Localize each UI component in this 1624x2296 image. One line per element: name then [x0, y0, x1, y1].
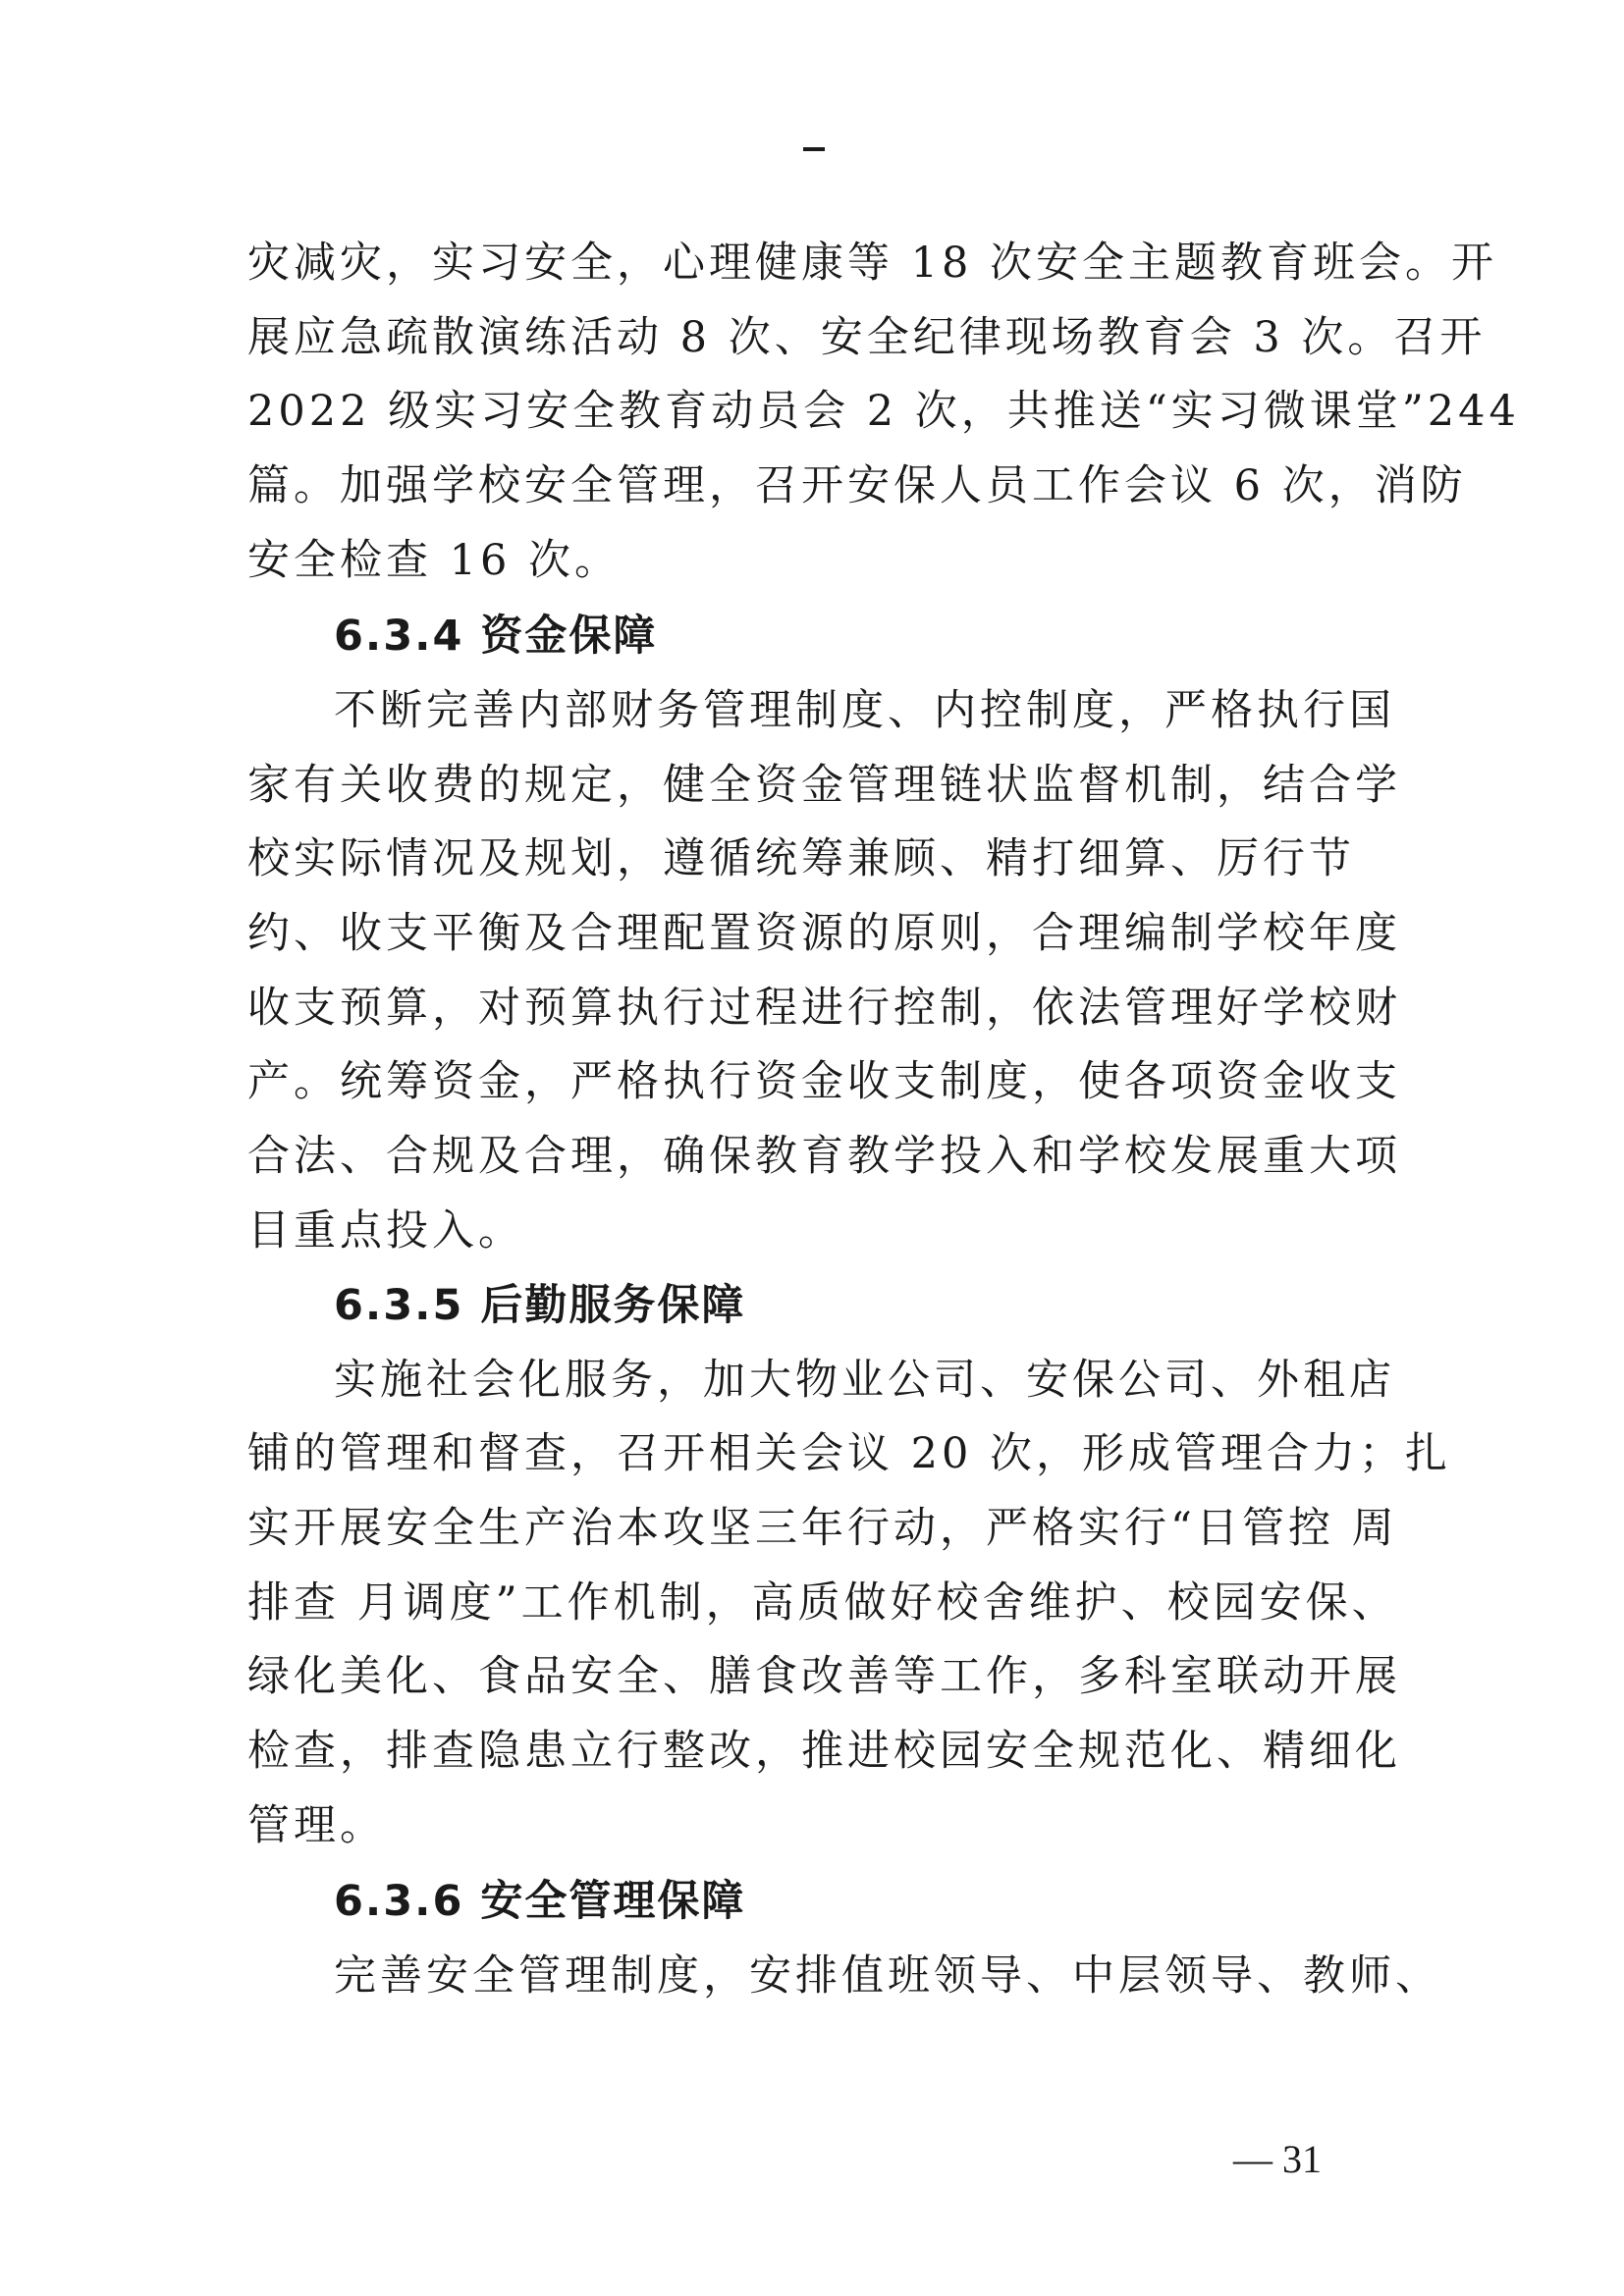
page-number: — 31: [1233, 2137, 1322, 2181]
top-mark: [803, 147, 825, 151]
body-line: 校实际情况及规划，遵循统筹兼顾、精打细算、厉行节: [247, 834, 1355, 883]
body-line: 约、收支平衡及合理配置资源的原则，合理编制学校年度: [247, 909, 1401, 958]
section-heading-6-3-4: 6.3.4 资金保障: [334, 612, 658, 661]
body-line: 检查，排查隐患立行整改，推进校园安全规范化、精细化: [247, 1727, 1401, 1776]
body-line: 实施社会化服务，加大物业公司、安保公司、外租店: [334, 1356, 1395, 1405]
body-line: 实开展安全生产治本攻坚三年行动，严格实行“日管控 周: [247, 1504, 1398, 1553]
body-line: 铺的管理和督查，召开相关会议 20 次，形成管理合力；扎: [247, 1429, 1452, 1478]
body-line: 不断完善内部财务管理制度、内控制度，严格执行国: [334, 686, 1395, 735]
section-heading-6-3-6: 6.3.6 安全管理保障: [334, 1877, 746, 1926]
body-line: 2022 级实习安全教育动员会 2 次，共推送“实习微课堂”244: [247, 387, 1520, 436]
body-line: 收支预算，对预算执行过程进行控制，依法管理好学校财: [247, 984, 1401, 1033]
body-line: 排查 月调度”工作机制，高质做好校舍维护、校园安保、: [247, 1578, 1398, 1628]
body-line: 合法、合规及合理，确保教育教学投入和学校发展重大项: [247, 1132, 1401, 1181]
body-line: 产。统筹资金，严格执行资金收支制度，使各项资金收支: [247, 1057, 1401, 1106]
body-line: 完善安全管理制度，安排值班领导、中层领导、教师、: [334, 1951, 1441, 2001]
section-heading-6-3-5: 6.3.5 后勤服务保障: [334, 1281, 746, 1330]
body-line: 篇。加强学校安全管理，召开安保人员工作会议 6 次，消防: [247, 461, 1467, 510]
body-line: 展应急疏散演练活动 8 次、安全纪律现场教育会 3 次。召开: [247, 313, 1487, 362]
body-line: 管理。: [247, 1801, 386, 1850]
body-line: 灾减灾，实习安全，心理健康等 18 次安全主题教育班会。开: [247, 239, 1498, 288]
body-line: 安全检查 16 次。: [247, 536, 622, 585]
body-line: 绿化美化、食品安全、膳食改善等工作，多科室联动开展: [247, 1652, 1401, 1701]
body-line: 目重点投入。: [247, 1206, 524, 1255]
body-line: 家有关收费的规定，健全资金管理链状监督机制，结合学: [247, 761, 1401, 810]
